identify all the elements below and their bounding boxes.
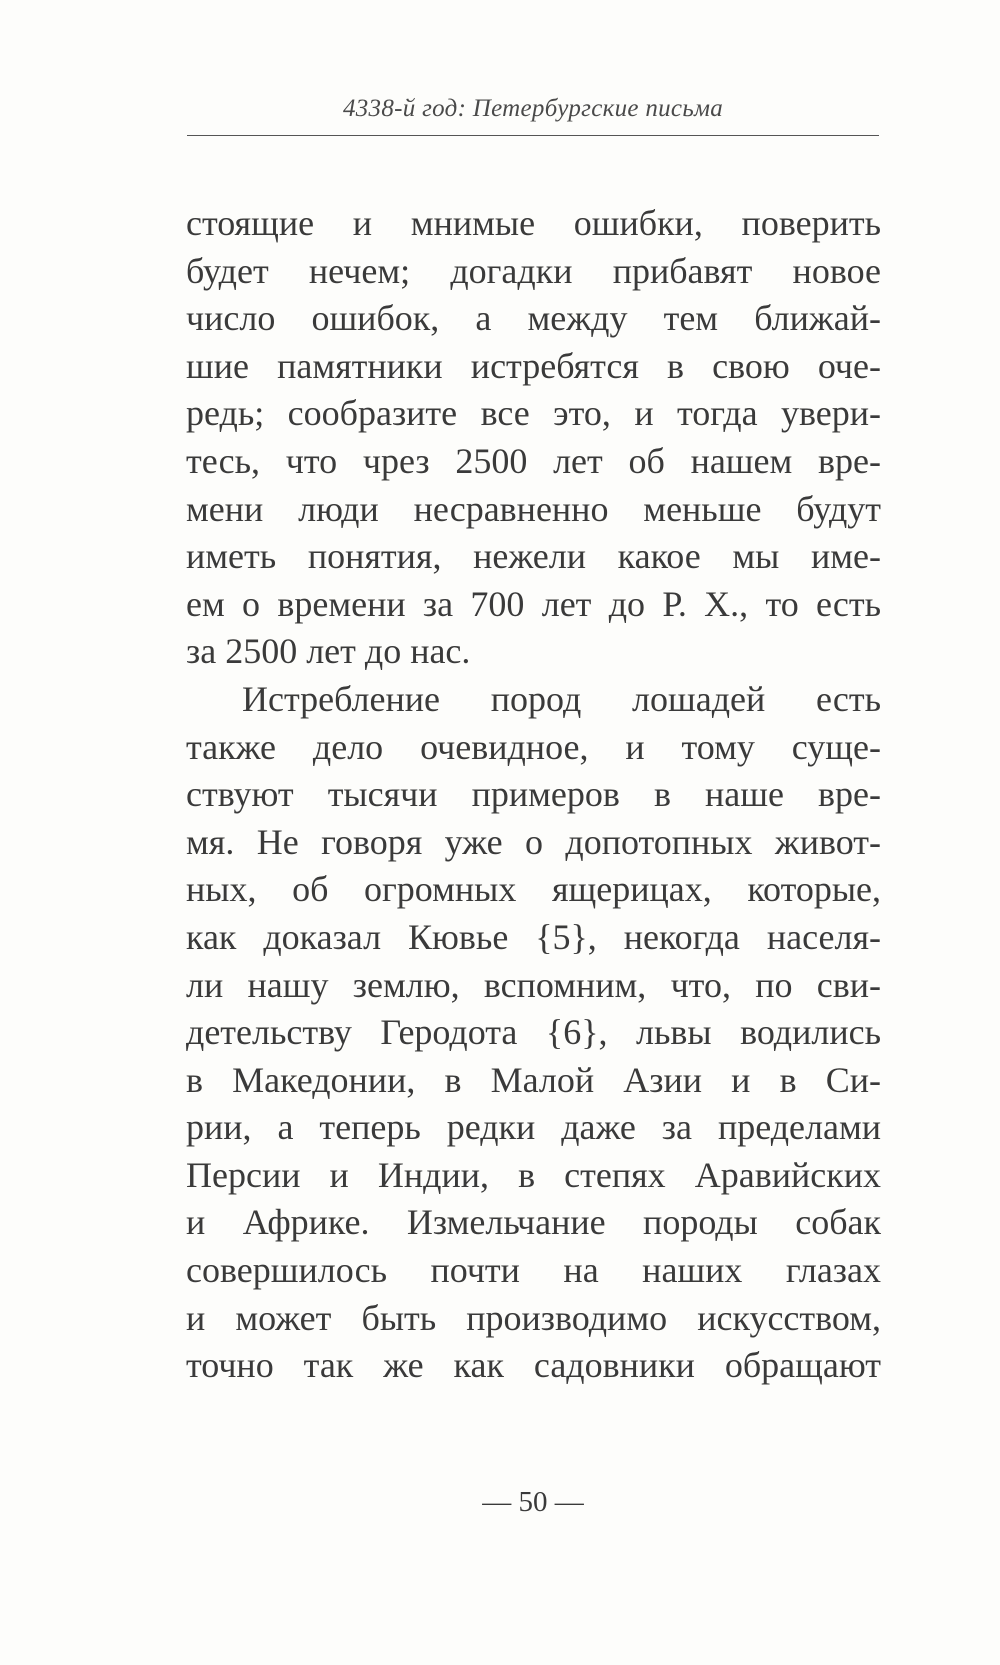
text-line: мени люди несравненно меньше будут <box>186 488 881 529</box>
text-line: число ошибок, а между тем ближай- <box>186 298 881 339</box>
text-line: тесь, что чрез 2500 лет об нашем вре- <box>186 440 881 481</box>
body-text <box>186 200 881 1390</box>
header-rule <box>187 135 879 136</box>
text-line: иметь понятия, нежели какое мы име- <box>186 536 881 577</box>
text-line: будет нечем; догадки прибавят новое <box>186 250 881 291</box>
text-line: детельству Геродота {6}, львы водились <box>186 1012 881 1053</box>
text-line: редь; сообразите все это, и тогда увери- <box>186 393 881 434</box>
text-line: мя. Не говоря уже о допотопных живот- <box>186 821 881 862</box>
text-line: ем о времени за 700 лет до Р. Х., то есть <box>186 583 881 624</box>
paragraph-start-line: Истребление пород лошадей есть <box>242 678 881 719</box>
text-line: Персии и Индии, в степях Аравийских <box>186 1154 881 1195</box>
text-line: совершилось почти на наших глазах <box>186 1250 881 1291</box>
text-line: ствуют тысячи примеров в наше вре- <box>186 774 881 815</box>
text-line: шие памятники истребятся в свою оче- <box>186 345 881 386</box>
text-line: точно так же как садовники обращают <box>186 1345 881 1386</box>
text-line: как доказал Кювье {5}, некогда населя- <box>186 916 881 957</box>
text-line: ли нашу землю, вспомним, что, по сви- <box>186 964 881 1005</box>
text-line: ных, об огромных ящерицах, которые, <box>186 869 881 910</box>
text-line: в Македонии, в Малой Азии и в Си- <box>186 1059 881 1100</box>
text-line: стоящие и мнимые ошибки, поверить <box>186 203 881 243</box>
text-line: рии, а теперь редки даже за пределами <box>186 1107 881 1148</box>
text-line: за 2500 лет до нас. <box>186 631 471 672</box>
text-line: также дело очевидное, и тому суще- <box>186 726 881 767</box>
running-head-title: 4338-й год: Петербургские письма <box>342 95 724 122</box>
page-number: — 50 — <box>482 1486 584 1518</box>
text-line: и Африке. Измельчание породы собак <box>186 1202 881 1243</box>
text-line: и может быть производимо искусством, <box>186 1297 881 1338</box>
